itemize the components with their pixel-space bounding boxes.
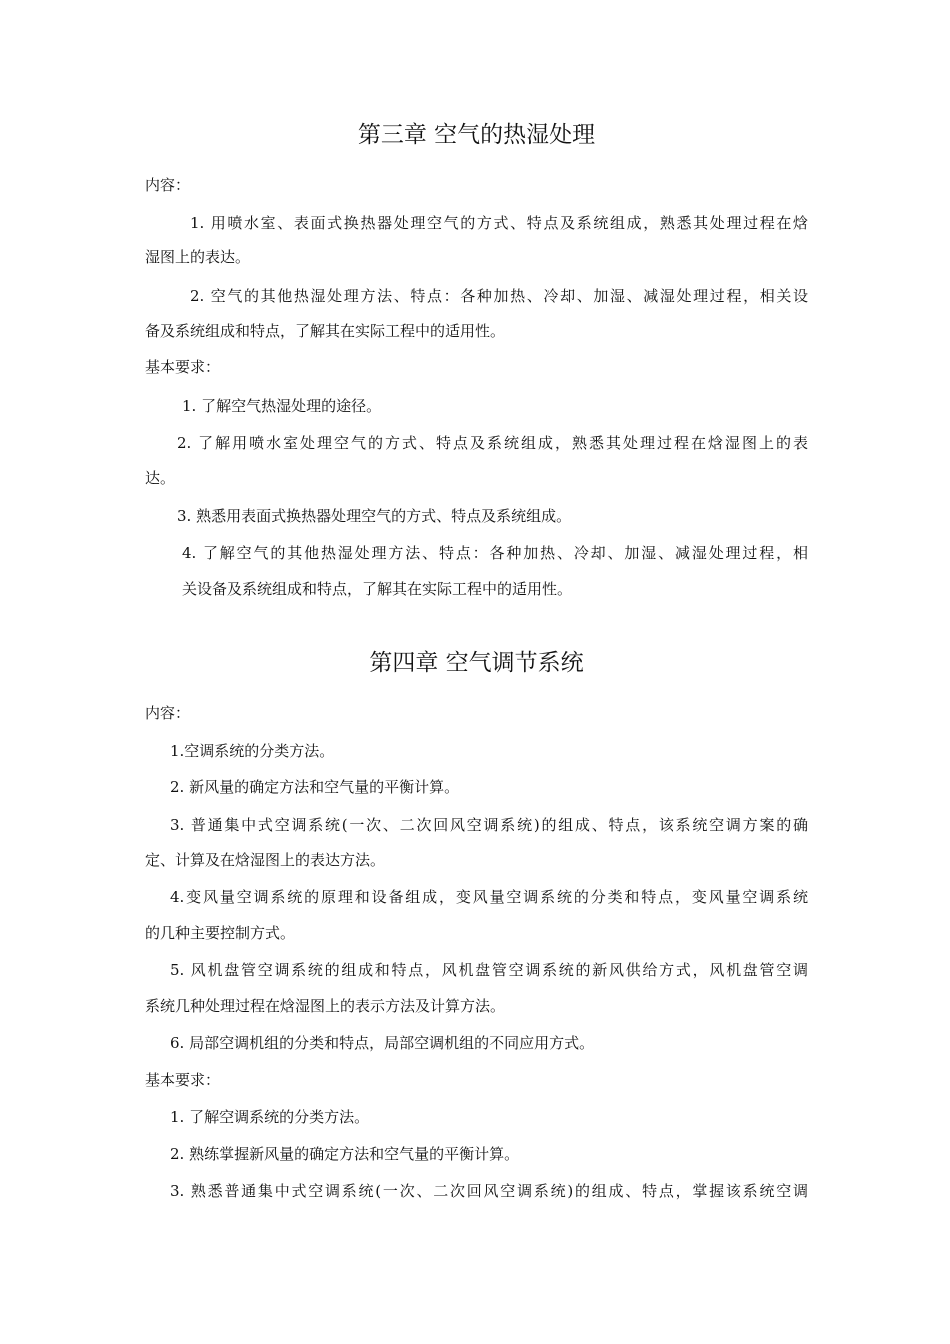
chapter3-title: 第三章 空气的热湿处理 xyxy=(357,122,596,148)
chapter3-requirement-4-line2: 关设备及系统组成和特点，了解其在实际工程中的适用性。 xyxy=(182,580,573,598)
chapter3-content-item-2-line1: 2. 空气的其他热湿处理方法、特点：各种加热、冷却、加湿、减湿处理过程，相关设 xyxy=(190,287,808,305)
chapter3-content-label: 内容： xyxy=(145,176,191,194)
chapter3-requirement-2-line2: 达。 xyxy=(145,469,176,487)
chapter4-content-item-4-line2: 的几种主要控制方式。 xyxy=(145,924,296,942)
chapter3-requirement-1: 1. 了解空气热湿处理的途径。 xyxy=(182,397,382,415)
chapter4-content-item-5-line2: 系统几种处理过程在焓湿图上的表示方法及计算方法。 xyxy=(145,997,506,1015)
chapter4-requirement-2: 2. 熟练掌握新风量的确定方法和空气量的平衡计算。 xyxy=(170,1145,520,1163)
chapter3-requirements-label: 基本要求： xyxy=(145,358,221,376)
chapter4-content-item-3-line2: 定、计算及在焓湿图上的表达方法。 xyxy=(145,851,386,869)
chapter4-content-item-1: 1.空调系统的分类方法。 xyxy=(170,742,335,760)
chapter4-content-item-2: 2. 新风量的确定方法和空气量的平衡计算。 xyxy=(170,778,460,796)
chapter4-content-item-3-line1: 3. 普通集中式空调系统(一次、二次回风空调系统)的组成、特点，该系统空调方案的确 xyxy=(170,816,808,834)
chapter3-content-item-1-line1: 1. 用喷水室、表面式换热器处理空气的方式、特点及系统组成，熟悉其处理过程在焓 xyxy=(190,214,808,232)
chapter4-content-item-6: 6. 局部空调机组的分类和特点，局部空调机组的不同应用方式。 xyxy=(170,1034,595,1052)
chapter4-title: 第四章 空气调节系统 xyxy=(369,650,584,676)
chapter4-content-item-5-line1: 5. 风机盘管空调系统的组成和特点，风机盘管空调系统的新风供给方式，风机盘管空调 xyxy=(170,961,808,979)
chapter3-requirement-3: 3. 熟悉用表面式换热器处理空气的方式、特点及系统组成。 xyxy=(177,507,572,525)
chapter3-requirement-4-line1: 4. 了解空气的其他热湿处理方法、特点：各种加热、冷却、加湿、减湿处理过程，相 xyxy=(182,544,808,562)
chapter4-content-item-4-line1: 4.变风量空调系统的原理和设备组成，变风量空调系统的分类和特点，变风量空调系统 xyxy=(170,888,808,906)
chapter3-content-item-1-line2: 湿图上的表达。 xyxy=(145,248,251,266)
chapter3-content-item-2-line2: 备及系统组成和特点，了解其在实际工程中的适用性。 xyxy=(145,322,506,340)
chapter4-requirements-label: 基本要求： xyxy=(145,1071,221,1089)
chapter4-requirement-1: 1. 了解空调系统的分类方法。 xyxy=(170,1108,370,1126)
chapter4-requirement-3-line1: 3. 熟悉普通集中式空调系统(一次、二次回风空调系统)的组成、特点，掌握该系统空调 xyxy=(170,1182,808,1200)
chapter3-requirement-2-line1: 2. 了解用喷水室处理空气的方式、特点及系统组成，熟悉其处理过程在焓湿图上的表 xyxy=(177,434,808,452)
chapter4-content-label: 内容： xyxy=(145,704,191,722)
